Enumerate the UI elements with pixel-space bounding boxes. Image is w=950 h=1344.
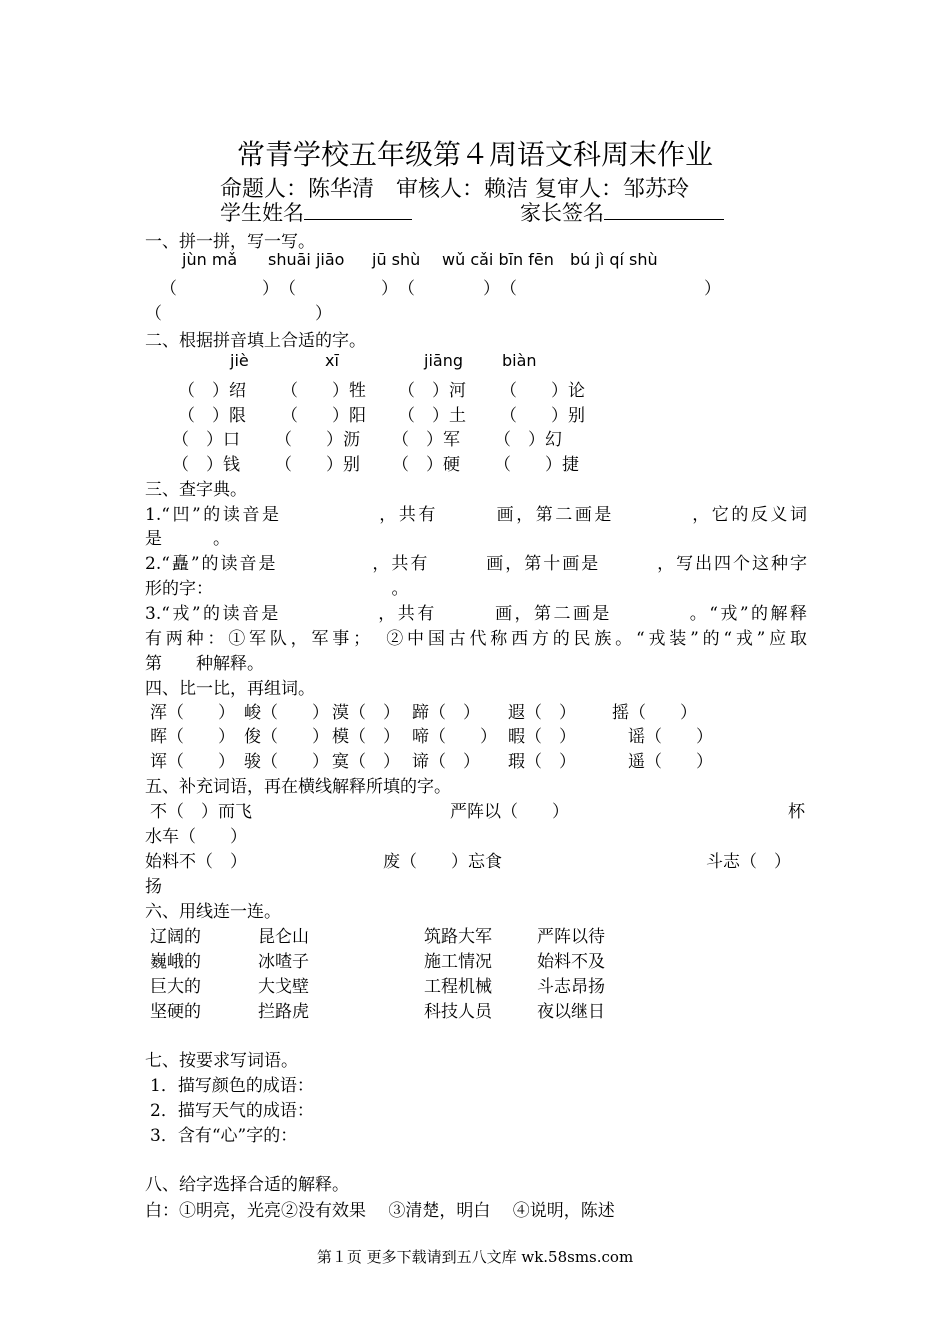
- s2-cell[interactable]: （ ）河: [398, 381, 466, 401]
- s2-pinyin-jiang: jiāng: [424, 351, 463, 370]
- s2-cell[interactable]: （ ）幻: [494, 430, 562, 450]
- s2-cell[interactable]: （ ）土: [398, 406, 466, 426]
- s7-item-3[interactable]: 3．含有“心”字的：: [150, 1126, 298, 1146]
- s3-q3: 3.“戎”的读音是 ，共有 画，第二画是 。“戎”的解释: [145, 604, 807, 624]
- s2-cell[interactable]: （ ）钱: [172, 455, 240, 475]
- s3-q3-cont: 有两种：①军队，军事； ②中国古代称西方的民族。“戎装”的“戎”应取: [145, 629, 807, 649]
- s5-idiom-3-end[interactable]: 水车（ ）: [145, 827, 247, 847]
- s5-idiom-6-start[interactable]: 斗志（ ）: [706, 852, 791, 872]
- s2-cell[interactable]: （ ）阳: [281, 406, 366, 426]
- s3-q1: 1.“凹”的读音是 ，共有 画，第二画是 ，它的反义词: [145, 505, 807, 525]
- s2-cell[interactable]: （ ）捷: [494, 455, 579, 475]
- s5-idiom-3-start: 杯: [788, 802, 805, 822]
- s4-cell[interactable]: 寞（ ）: [332, 752, 400, 772]
- s8-definitions: 白：①明亮，光亮②没有效果 ③清楚，明白 ④说明，陈述: [145, 1201, 615, 1221]
- s3-q1-cont: 是 。: [145, 529, 230, 549]
- s2-cell[interactable]: （ ）别: [275, 455, 360, 475]
- s4-cell[interactable]: 啼（ ）: [412, 727, 497, 747]
- s2-pinyin-jie: jiè: [230, 351, 249, 370]
- s4-cell[interactable]: 漠（ ）: [332, 703, 400, 723]
- s2-cell[interactable]: （ ）牲: [281, 381, 366, 401]
- s6-col2-item[interactable]: 冰喳子: [258, 952, 309, 972]
- s3-q2-cont: 形的字： 。: [145, 579, 409, 599]
- s4-cell[interactable]: 谛（ ）: [412, 752, 480, 772]
- s6-col4-item[interactable]: 夜以继日: [537, 1002, 605, 1022]
- s6-col3-item[interactable]: 工程机械: [424, 977, 492, 997]
- s4-cell[interactable]: 摇（ ）: [612, 703, 697, 723]
- s3-q2: 2.“矗”的读音是 ，共有 画，第十画是 ，写出四个这种字: [145, 554, 807, 574]
- s4-cell[interactable]: 遥（ ）: [628, 752, 713, 772]
- parent-signature-blank[interactable]: [604, 201, 724, 220]
- authors-line: 命题人：陈华清 审核人：赖洁 复审人：邹苏玲: [220, 177, 689, 202]
- s6-col4-item[interactable]: 始料不及: [537, 952, 605, 972]
- s6-col1-item[interactable]: 辽阔的: [150, 927, 201, 947]
- s1-pinyin-1: jùn mǎ: [182, 250, 238, 269]
- s6-col1-item[interactable]: 巨大的: [150, 977, 201, 997]
- s2-cell[interactable]: （ ）论: [500, 381, 585, 401]
- s5-idiom-1[interactable]: 不（ ）而飞: [150, 802, 252, 822]
- s2-cell[interactable]: （ ）硬: [392, 455, 460, 475]
- section-3-heading: 三、查字典。: [145, 480, 247, 500]
- s2-cell[interactable]: （ ）别: [500, 406, 585, 426]
- s6-col2-item[interactable]: 大戈壁: [258, 977, 309, 997]
- s4-cell[interactable]: 峻（ ）: [244, 703, 329, 723]
- s5-idiom-5[interactable]: 废（ ）忘食: [383, 852, 502, 872]
- s6-col4-item[interactable]: 斗志昂扬: [537, 977, 605, 997]
- section-6-heading: 六、用线连一连。: [145, 902, 281, 922]
- section-2-heading: 二、根据拼音填上合适的字。: [145, 331, 366, 351]
- s4-cell[interactable]: 蹄（ ）: [412, 703, 480, 723]
- s6-col2-item[interactable]: 拦路虎: [258, 1002, 309, 1022]
- s6-col3-item[interactable]: 科技人员: [424, 1002, 492, 1022]
- s5-idiom-2[interactable]: 严阵以（ ）: [450, 802, 569, 822]
- s4-cell[interactable]: 瑕（ ）: [508, 752, 576, 772]
- s6-col1-item[interactable]: 巍峨的: [150, 952, 201, 972]
- s1-answer-line-1[interactable]: （ ） （ ） （ ） （ ）: [160, 279, 721, 299]
- s3-q3-end: 第 种解释。: [145, 654, 264, 674]
- s1-pinyin-2: shuāi jiāo: [268, 250, 345, 269]
- s4-cell[interactable]: 浑（ ）: [150, 703, 235, 723]
- s6-col1-item[interactable]: 坚硬的: [150, 1002, 201, 1022]
- s4-cell[interactable]: 诨（ ）: [150, 752, 235, 772]
- s6-col4-item[interactable]: 严阵以待: [537, 927, 605, 947]
- s6-col3-item[interactable]: 施工情况: [424, 952, 492, 972]
- s7-item-1[interactable]: 1．描写颜色的成语：: [150, 1076, 314, 1096]
- s2-cell[interactable]: （ ）军: [392, 430, 460, 450]
- s1-answer-line-2[interactable]: （ ）: [145, 304, 332, 324]
- section-4-heading: 四、比一比，再组词。: [145, 679, 315, 699]
- s5-idiom-6-end: 扬: [145, 877, 162, 897]
- s4-cell[interactable]: 模（ ）: [332, 727, 400, 747]
- page-footer: 第１页 更多下载请到五八文库 wk.58sms.com: [316, 1248, 634, 1266]
- s7-item-2[interactable]: 2．描写天气的成语：: [150, 1101, 314, 1121]
- s1-pinyin-5: bú jì qí shù: [570, 250, 658, 269]
- student-name-blank[interactable]: [304, 201, 412, 220]
- s1-pinyin-4: wǔ cǎi bīn fēn: [442, 250, 554, 269]
- s2-cell[interactable]: （ ）沥: [275, 430, 360, 450]
- s4-cell[interactable]: 晖（ ）: [150, 727, 235, 747]
- s5-idiom-4[interactable]: 始料不（ ）: [145, 852, 247, 872]
- section-7-heading: 七、按要求写词语。: [145, 1051, 298, 1071]
- s6-col3-item[interactable]: 筑路大军: [424, 927, 492, 947]
- s4-cell[interactable]: 暇（ ）: [508, 727, 576, 747]
- s2-cell[interactable]: （ ）绍: [178, 381, 246, 401]
- s2-cell[interactable]: （ ）限: [178, 406, 246, 426]
- section-1-heading: 一、拼一拼，写一写。: [145, 232, 315, 252]
- s4-cell[interactable]: 骏（ ）: [244, 752, 329, 772]
- student-name-label: 学生姓名: [220, 197, 412, 227]
- section-5-heading: 五、补充词语，再在横线解释所填的字。: [145, 777, 451, 797]
- section-8-heading: 八、给字选择合适的解释。: [145, 1175, 349, 1195]
- s2-pinyin-bian: biàn: [502, 351, 537, 370]
- parent-signature-label: 家长签名: [520, 197, 724, 227]
- s4-cell[interactable]: 遐（ ）: [508, 703, 576, 723]
- s6-col2-item[interactable]: 昆仑山: [258, 927, 309, 947]
- s4-cell[interactable]: 谣（ ）: [628, 727, 713, 747]
- s1-pinyin-3: jū shù: [372, 250, 421, 269]
- s2-cell[interactable]: （ ）口: [172, 430, 240, 450]
- s4-cell[interactable]: 俊（ ）: [244, 727, 329, 747]
- s2-pinyin-xi: xī: [325, 351, 339, 370]
- page-title: 常青学校五年级第４周语文科周末作业: [236, 138, 713, 171]
